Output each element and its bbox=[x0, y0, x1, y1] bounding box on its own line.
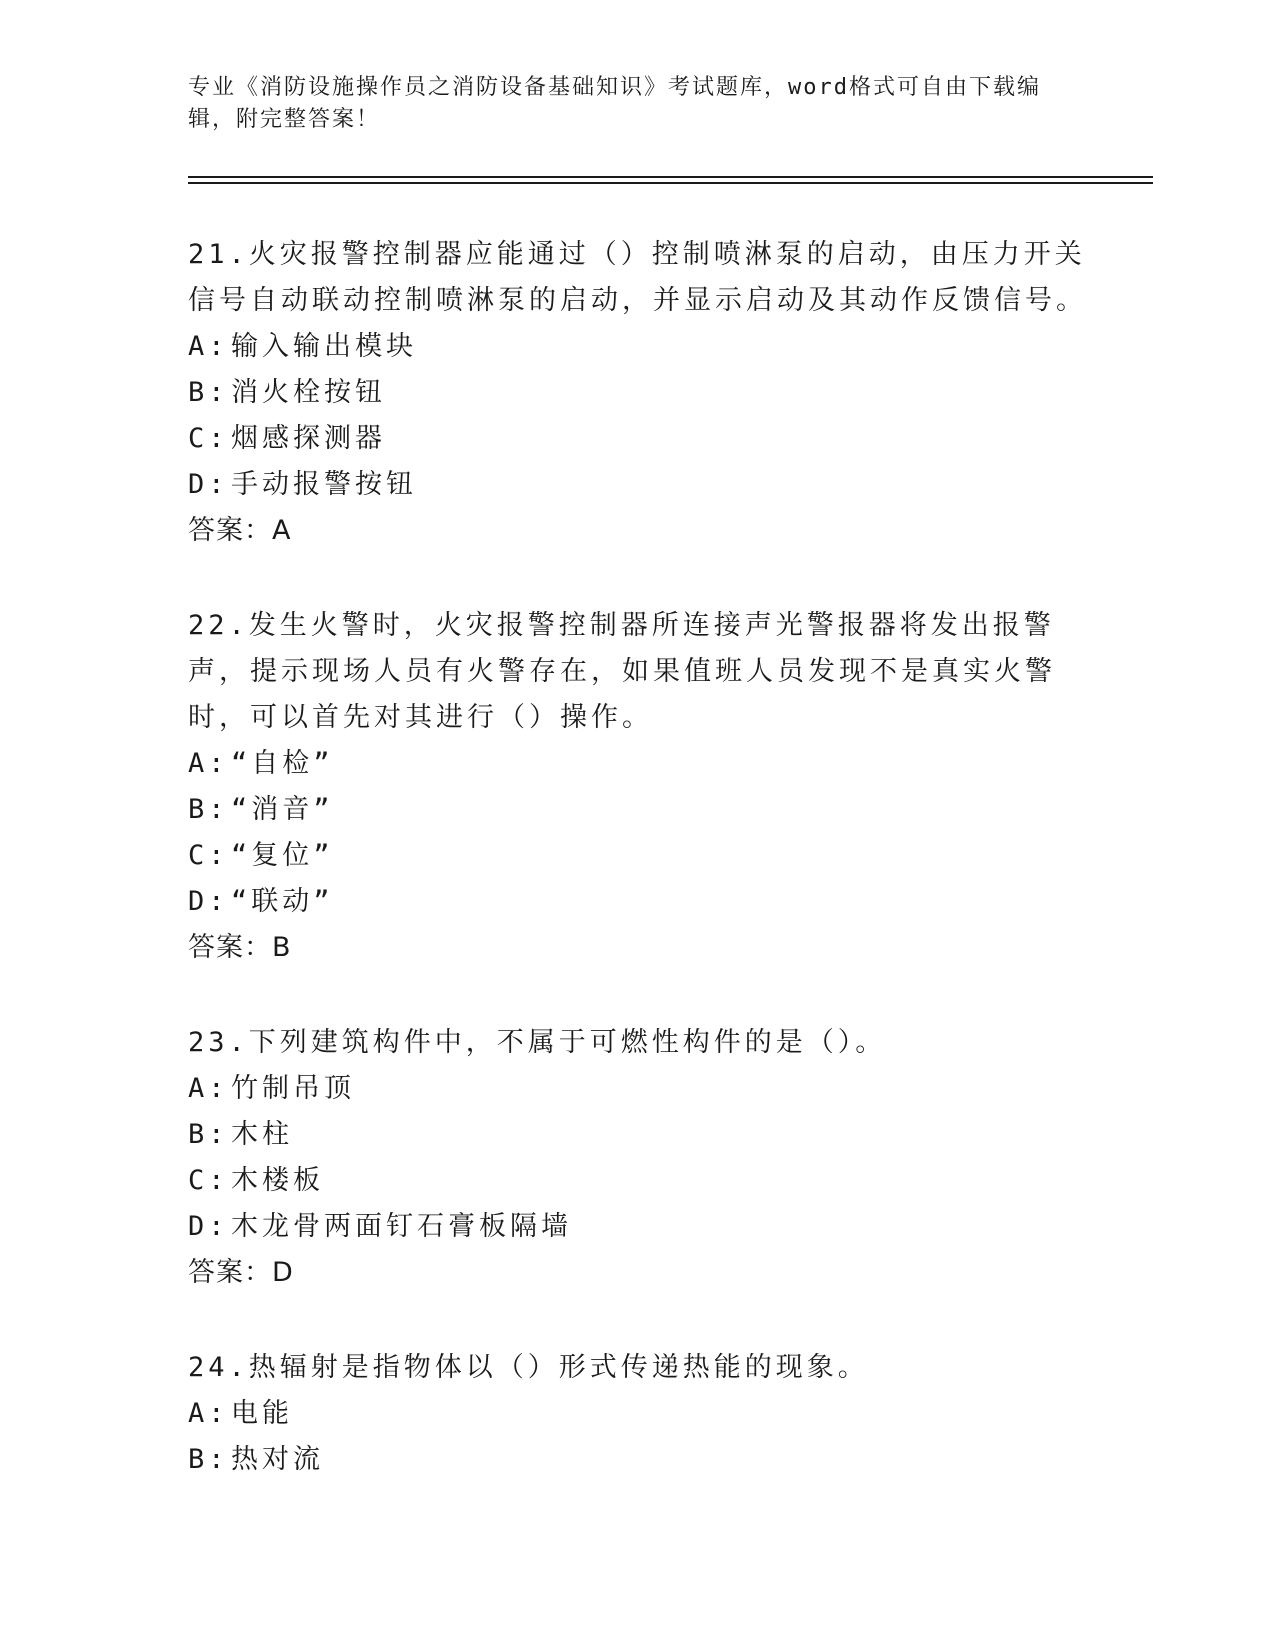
header-divider-top bbox=[188, 176, 1153, 178]
option-b bbox=[188, 370, 1088, 416]
option-c bbox=[188, 833, 1088, 879]
question-23 bbox=[188, 1020, 1088, 1296]
option-a bbox=[188, 741, 1088, 787]
option-a bbox=[188, 324, 1088, 370]
option-letter: C: bbox=[188, 840, 229, 871]
option-text: “消音” bbox=[231, 794, 334, 825]
option-letter: A: bbox=[188, 1398, 229, 1429]
option-a bbox=[188, 1391, 1088, 1437]
option-text: “自检” bbox=[231, 748, 334, 779]
answer-line: 答案：B bbox=[188, 932, 292, 963]
option-text: 热对流 bbox=[231, 1444, 324, 1475]
option-letter: B: bbox=[188, 1119, 229, 1150]
question-stem: 21.火灾报警控制器应能通过（）控制喷淋泵的启动，由压力开关信号自动联动控制喷淋泵的启动，并显示启动及其动作反馈信号。 bbox=[188, 239, 1087, 316]
answer-line: 答案：D bbox=[188, 1257, 294, 1288]
question-list bbox=[188, 232, 1088, 1532]
option-text: 烟感探测器 bbox=[231, 423, 386, 454]
option-letter: B: bbox=[188, 377, 229, 408]
header-divider-bottom bbox=[188, 182, 1153, 184]
option-letter: A: bbox=[188, 748, 229, 779]
option-a bbox=[188, 1066, 1088, 1112]
question-stem: 22.发生火警时，火灾报警控制器所连接声光警报器将发出报警声，提示现场人员有火警存在，如果值班人员发现不是真实火警时，可以首先对其进行（）操作。 bbox=[188, 610, 1056, 733]
option-letter: B: bbox=[188, 1444, 229, 1475]
question-stem: 23.下列建筑构件中，不属于可燃性构件的是（）。 bbox=[188, 1027, 887, 1058]
document-header: 专业《消防设施操作员之消防设备基础知识》考试题库，word格式可自由下载编辑，附完整答案！ bbox=[188, 75, 1041, 132]
option-text: “联动” bbox=[231, 886, 334, 917]
answer-line: 答案：A bbox=[188, 515, 292, 546]
option-letter: C: bbox=[188, 1165, 229, 1196]
question-21 bbox=[188, 232, 1088, 554]
question-24 bbox=[188, 1345, 1088, 1483]
option-letter: D: bbox=[188, 1211, 229, 1242]
option-letter: C: bbox=[188, 423, 229, 454]
option-b bbox=[188, 1112, 1088, 1158]
option-text: 消火栓按钮 bbox=[231, 377, 386, 408]
option-d bbox=[188, 1204, 1088, 1250]
option-text: 木龙骨两面钉石膏板隔墙 bbox=[231, 1211, 572, 1242]
question-stem: 24.热辐射是指物体以（）形式传递热能的现象。 bbox=[188, 1352, 869, 1383]
option-text: 木柱 bbox=[231, 1119, 293, 1150]
option-d bbox=[188, 462, 1088, 508]
option-text: 木楼板 bbox=[231, 1165, 324, 1196]
option-text: 手动报警按钮 bbox=[231, 469, 417, 500]
option-text: “复位” bbox=[231, 840, 334, 871]
option-b bbox=[188, 1437, 1088, 1483]
option-c bbox=[188, 416, 1088, 462]
option-letter: B: bbox=[188, 794, 229, 825]
option-text: 竹制吊顶 bbox=[231, 1073, 355, 1104]
option-letter: D: bbox=[188, 886, 229, 917]
option-letter: A: bbox=[188, 331, 229, 362]
option-d bbox=[188, 879, 1088, 925]
option-letter: D: bbox=[188, 469, 229, 500]
option-text: 输入输出模块 bbox=[231, 331, 417, 362]
option-letter: A: bbox=[188, 1073, 229, 1104]
option-text: 电能 bbox=[231, 1398, 293, 1429]
option-b bbox=[188, 787, 1088, 833]
question-22 bbox=[188, 603, 1088, 971]
option-c bbox=[188, 1158, 1088, 1204]
